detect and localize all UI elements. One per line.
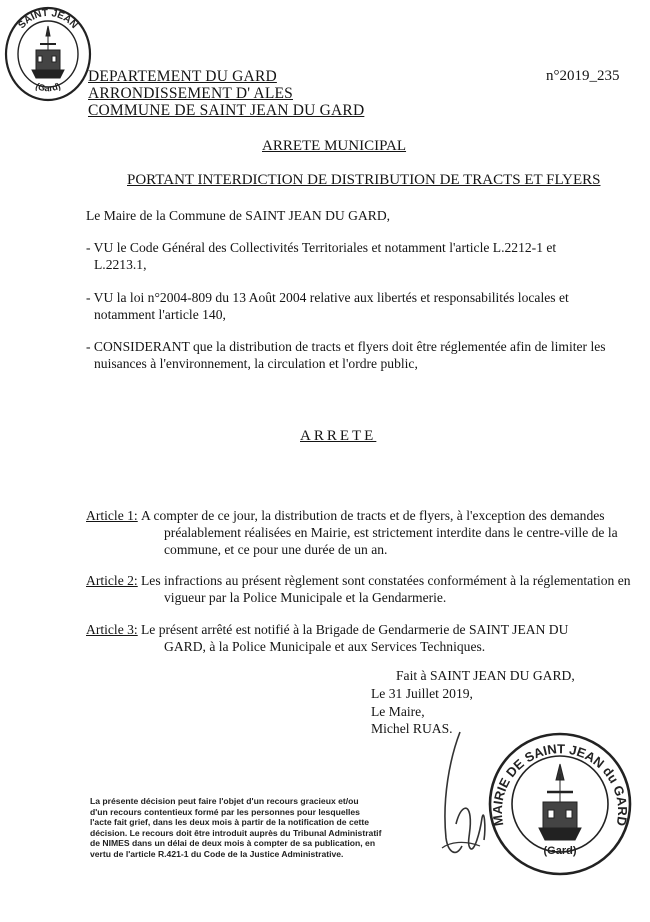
intro-text: Le Maire de la Commune de SAINT JEAN DU GARD,	[86, 208, 391, 223]
legal-notice-line-1: La présente décision peut faire l'objet d'un recours gracieux et/ou	[90, 796, 359, 806]
legal-notice-line-4: décision. Le recours doit être introduit auprès du Tribunal Administratif	[90, 827, 382, 838]
signature-role: Le Maire,	[371, 704, 425, 719]
svg-text:(Gard)	[34, 81, 62, 93]
legal-notice	[90, 796, 381, 860]
mairie-seal-large	[485, 730, 635, 878]
consideration-2-line-2: notamment l'article 140,	[94, 307, 226, 322]
signature-place: Fait à SAINT JEAN DU GARD,	[396, 668, 575, 683]
consideration-2-line-1: - VU la loi n°2004-809 du 13 Août 2004 relative aux libertés et responsabilités locales et	[86, 290, 569, 305]
arrondissement-line: ARRONDISSEMENT D' ALES	[88, 85, 293, 102]
document-subtitle: PORTANT INTERDICTION DE DISTRIBUTION DE TRACTS ET FLYERS	[127, 172, 601, 188]
commune-line: COMMUNE DE SAINT JEAN DU GARD	[88, 102, 365, 119]
article-1-line-3: commune, et ce pour une durée de un an.	[164, 542, 388, 557]
article-2-line-1: Les infractions au présent règlement sont constatées conformément à la réglementation en	[141, 573, 631, 588]
decree-heading: ARRETE	[300, 428, 377, 444]
signature-date: Le 31 Juillet 2019,	[371, 686, 473, 701]
legal-notice-line-6: vertu de l'article R.421-1 du Code de la Justice Administrative.	[90, 848, 344, 859]
seal-small-bottom-text: (Gard)	[34, 80, 62, 94]
seal-large-bottom-text: (Gard)	[543, 845, 577, 857]
seal-small-top-text: SAINT JEAN	[16, 7, 80, 31]
document-title: ARRETE MUNICIPAL	[262, 138, 407, 154]
reference-number: n°2019_235	[546, 68, 620, 84]
article-3-line-2: GARD, à la Police Municipale et aux Services Techniques.	[164, 639, 486, 654]
mairie-seal-small	[2, 2, 94, 110]
consideration-3-line-1: - CONSIDERANT que la distribution de tracts et flyers doit être réglementée afin de limiter les	[86, 339, 606, 354]
article-3-line-1: Le présent arrêté est notifié à la Brigade de Gendarmerie de SAINT JEAN DU	[141, 622, 569, 637]
article-3-label: Article 3:	[86, 622, 138, 637]
article-1-line-2: préalablement réalisées en Mairie, est strictement interdite dans le centre-ville de la	[164, 525, 618, 540]
article-1-label: Article 1:	[86, 508, 138, 523]
consideration-1-line-2: L.2213.1,	[94, 257, 147, 272]
consideration-1-line-1: - VU le Code Général des Collectivités Territoriales et notamment l'article L.2212-1 et	[86, 240, 557, 255]
consideration-3-line-2: nuisances à l'environnement, la circulation et l'ordre public,	[94, 356, 418, 371]
article-2-line-2: vigueur par la Police Municipale et la Gendarmerie.	[164, 590, 447, 605]
seal-large-ring-text: MAIRIE DE SAINT JEAN du GARD	[489, 741, 631, 828]
signature-name: Michel RUAS.	[371, 721, 453, 736]
legal-notice-line-3: l'acte fait grief, dans les deux mois à partir de la notification de cette	[90, 817, 370, 828]
article-2-label: Article 2:	[86, 573, 138, 588]
article-1-line-1: A compter de ce jour, la distribution de tracts et de flyers, à l'exception des demandes	[141, 508, 605, 523]
department-line: DEPARTEMENT DU GARD	[88, 68, 277, 85]
legal-notice-line-2: d'un recours contentieux formé par les personnes pour lesquelles	[90, 806, 360, 817]
legal-notice-line-5: de NIMES dans un délai de deux mois à compter de sa publication, en	[90, 838, 376, 849]
